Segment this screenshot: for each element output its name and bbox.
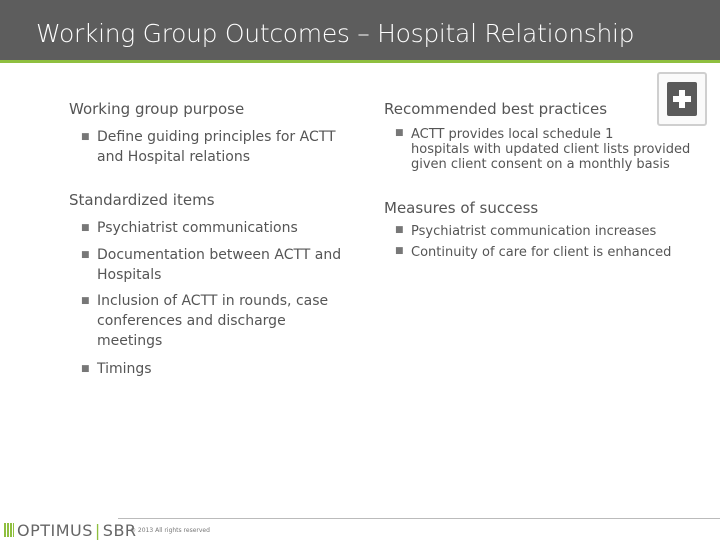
square-bullet-icon: ■ [81,296,90,306]
list-item: ■ Psychiatrist communications [81,220,298,236]
list-item: ■ Documentation between ACTT and Hospitals [81,247,342,283]
company-logo: OPTIMUS | SBR [4,521,137,540]
square-bullet-icon: ■ [395,128,404,138]
list-item: ■ Continuity of care for client is enhanced [395,245,672,260]
list-item: ■ Psychiatrist communication increases [395,224,657,239]
square-bullet-icon: ■ [395,225,404,235]
section-title-standardized: Standardized items [69,191,215,209]
square-bullet-icon: ■ [81,250,90,260]
list-item: ■ Define guiding principles for ACTT and Hospital relations [81,129,336,165]
square-bullet-icon: ■ [81,364,90,374]
list-item: ■ ACTT provides local schedule 1 hospitals with updated client lists provided given client consent on a monthly basis [395,127,691,172]
page-title: Working Group Outcomes – Hospital Relationship [36,19,635,48]
list-item: ■ Inclusion of ACTT in rounds, case conferences and discharge meetings [81,293,329,349]
slide-header [0,0,720,60]
header-accent-rule [0,60,720,63]
square-bullet-icon: ■ [81,132,90,142]
section-title-purpose: Working group purpose [69,100,245,118]
section-title-measures: Measures of success [384,199,539,217]
square-bullet-icon: ■ [81,223,90,233]
footer-rule [118,518,720,519]
square-bullet-icon: ■ [395,246,404,256]
plus-icon [657,72,707,126]
logo-mark-icon [4,523,14,537]
copyright-text: © 2013 All rights reserved [130,527,210,534]
list-item: ■ Timings [81,361,152,377]
section-title-best-practices: Recommended best practices [384,100,608,118]
